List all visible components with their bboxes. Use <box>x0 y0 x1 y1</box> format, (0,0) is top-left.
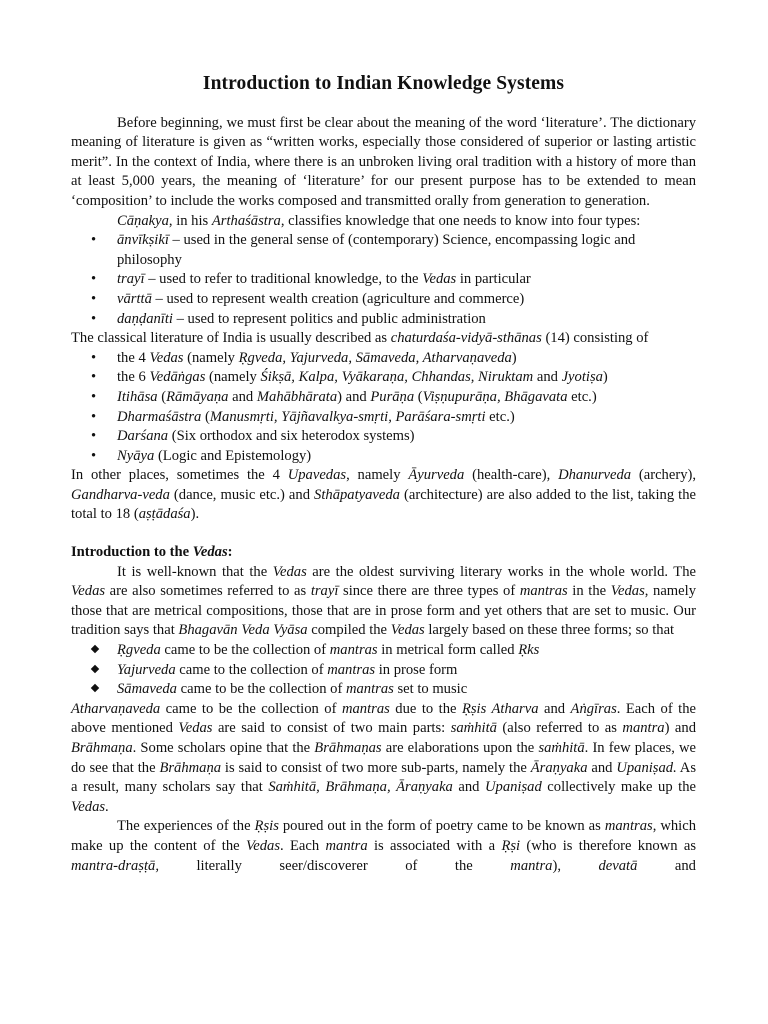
upavedas-paragraph: In other places, sometimes the 4 Upavedas, namely Āyurveda (health-care), Dhanurveda (archery), Gandharva-veda (dance, music etc.) and Sthāpatyaveda (architecture) are also added to the list, taking the total to 18 (aṣṭādaśa). <box>71 467 696 523</box>
bullet-icon: • <box>91 290 97 307</box>
bullet-icon: • <box>91 310 97 327</box>
bullet-icon: • <box>91 232 97 249</box>
knowledge-types-list <box>71 231 696 329</box>
list-item: • Itihāsa (Rāmāyaṇa and Mahābhārata) and Purāṇa (Viṣṇupurāṇa, Bhāgavata etc.) <box>71 388 696 408</box>
list-item: Ṛgveda came to be the collection of mantras in metrical form called Ṛks <box>71 641 696 661</box>
list-item: Yajurveda came to the collection of mantras in prose form <box>71 661 696 681</box>
diamond-bullet-icon <box>91 664 99 672</box>
section-heading-vedas: Introduction to the Vedas: <box>71 544 233 561</box>
bullet-icon: • <box>91 447 97 464</box>
bullet-icon: • <box>91 271 97 288</box>
list-item: • Darśana (Six orthodox and six heterodox systems) <box>71 427 696 447</box>
bullet-icon: • <box>91 349 97 366</box>
list-item: • ānvīkṣikī – used in the general sense of (contemporary) Science, encompassing logic and philosophy <box>91 232 636 268</box>
vedas-intro-paragraph: It is well-known that the Vedas are the oldest surviving literary works in the whole world. The Vedas are also sometimes referred to as trayī since there are three types of mantras in the Vedas, namely those that are metrical compositions, those that are in prose form and yet others that are set to music. Our tradition says that Bhagavān Veda Vyāsa compiled the Vedas largely based on these three forms; so that <box>71 563 696 639</box>
page-title: Introduction to Indian Knowledge Systems <box>202 73 565 94</box>
bullet-icon: • <box>91 428 97 445</box>
bullet-icon: • <box>91 408 97 425</box>
list-item: • daṇḍanīti – used to represent politics and public administration <box>71 310 696 330</box>
bullet-icon: • <box>91 388 97 405</box>
veda-collections-list <box>71 641 696 700</box>
classical-literature-paragraph: The classical literature of India is usually described as chaturdaśa-vidyā-sthānas (14) consisting of <box>71 330 649 347</box>
list-item: • vārttā – used to represent wealth creation (agriculture and commerce) <box>71 290 696 310</box>
diamond-bullet-icon <box>91 684 99 692</box>
list-item: • trayī – used to refer to traditional knowledge, to the Vedas in particular <box>71 270 696 290</box>
vidya-sthanas-list <box>71 349 696 467</box>
list-item: • the 4 Vedas (namely Ṛgveda, Yajurveda, Sāmaveda, Atharvaṇaveda) <box>71 349 696 369</box>
atharvaveda-paragraph: Atharvaṇaveda came to be the collection of mantras due to the Ṛṣis Atharva and Aṅgīras. Each of the above mentioned Vedas are said to consist of two main parts: saṁhitā (also referred to as mantra) and Brāhmaṇa. Some scholars opine that the Brāhmaṇas are elaborations upon the saṁhitā. In few places, we do see that the Brāhmaṇa is said to consist of two more sub-parts, namely the Āraṇyaka and Upaniṣad. As a result, many scholars say that Saṁhitā, Brāhmaṇa, Āraṇyaka and Upaniṣad collectively make up the Vedas. <box>71 700 697 815</box>
bullet-icon: • <box>91 369 97 386</box>
list-item: Sāmaveda came to be the collection of mantras set to music <box>71 680 696 700</box>
chanakya-paragraph: Cāṇakya, in his Arthaśāstra, classifies knowledge that one needs to know into four types: <box>117 212 641 229</box>
list-item: • Nyāya (Logic and Epistemology) <box>71 447 696 467</box>
intro-paragraph: Before beginning, we must first be clear about the meaning of the word ‘literature’. The dictionary meaning of literature is given as “written works, especially those considered of superior or lasting artistic merit”. In the context of India, where there is an unbroken living oral tradition with a history of more than at least 5,000 years, the meaning of ‘literature’ for our present purpose has to be extended to mean ‘composition’ to include the works composed and transmitted orally from generation to generation. <box>71 114 696 209</box>
rsis-paragraph: The experiences of the Ṛṣis poured out in the form of poetry came to be known as mantras, which make up the content of the Vedas. Each mantra is associated with a Ṛṣi (who is therefore known as mantra-draṣṭā, literally seer/discoverer of the mantra), devatā and <box>71 818 697 874</box>
list-item: • the 6 Vedāṅgas (namely Śikṣā, Kalpa, Vyākaraṇa, Chhandas, Niruktam and Jyotiṣa) <box>71 368 696 388</box>
list-item: • Dharmaśāstra (Manusmṛti, Yājñavalkya-smṛti, Parāśara-smṛti etc.) <box>71 408 696 428</box>
diamond-bullet-icon <box>91 645 99 653</box>
